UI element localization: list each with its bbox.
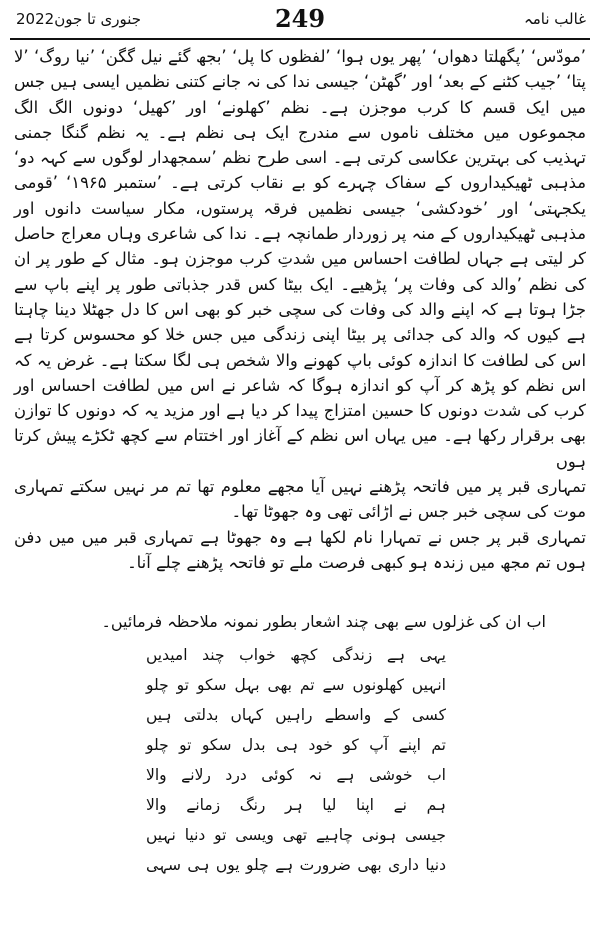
- page-header: [10, 4, 590, 40]
- ghazal-verses: [146, 640, 446, 880]
- paragraph: ’مودّس‘ ’پگھلتا دھواں‘ ’پھر یوں ہوا‘ ’لفظوں کا پل‘ ’بجھ گئے نیل گگن‘ ’نیا روگ‘ ’لا پتا‘ ’جیب کٹنے کے بعد‘ اور ’گھٹن‘ جیسی ندا کی نہ جانے کتنی نظمیں ایسی ہیں جس میں ایک قسم کا کرب موجزن ہے۔ نظم ’کھلونے‘ اور ’کھیل‘ دونوں الگ الگ مجموعوں میں مختلف ناموں سے مندرج ایک ہی نظم ہے۔ یہ نظم گنگا جمنی تہذیب کی بہترین عکاسی کرتی ہے۔ اسی طرح نظم ’سمجھدار لوگوں سے کہہ دو‘ مذہبی ٹھیکیداروں کے سفاک چہرے کو بے نقاب کرتی ہے۔ ’ستمبر ۱۹۶۵‘ ’قومی یکجہتی‘ اور ’خودکشی‘ جیسی نظمیں فرقہ پرستوں، مکار سیاست دانوں اور مذہبی ٹھیکیداروں کے منہ پر زوردار طمانچہ ہے۔ ندا کی شاعری وہاں معراج حاصل کر لیتی ہے جہاں لطافت احساس میں شدتِ کرب موجزن ہو۔ مثال کے طور پر ان کی نظم ’والد کی وفات پر‘ پڑھیے۔ ایک بیٹا کس قدر جذباتی طور پر اپنے باپ سے جڑا ہوتا ہے کہ اپنے والد کی وفات کی سچی خبر کو بھی اس کا دل جھٹلا دینا چاہتا ہے کیوں کہ والد کی جدائی پر بیٹا اپنی زندگی میں جس خلا کو محسوس کرتا ہے اس کی لطافت کا اندازہ کوئی باپ کھونے والا شخص ہی لگا سکتا ہے۔ غرض یہ کہ اس نظم کو پڑھ کر آپ کو اندازہ ہوگا کہ شاعر نے اس میں لطافت احساس اور کرب کی شدت دونوں کا حسین امتزاج پیدا کر دیا ہے اور مزید یہ کہ دونوں کا توازن بھی برقرار رکھا ہے۔ میں یہاں اس نظم کے آغاز اور اختتام سے کچھ ٹکڑے پیش کرتا ہوں: [14, 47, 587, 471]
- verse-line: ہم نے اپنا لیا ہر رنگ زمانے والا: [146, 796, 446, 814]
- nazm-excerpt-2: تمہاری قبر پر جس نے تمہارا نام لکھا ہے وہ جھوٹا ہے تمہاری قبر میں میں دفن ہوں تم مجھ میں زندہ ہو کبھی فرصت ملے تو فاتحہ پڑھنے چلے آنا۔: [14, 527, 586, 572]
- issue-date: جنوری تا جون2022: [16, 10, 142, 28]
- article-body: [14, 44, 586, 575]
- verse-line: دنیا داری بھی ضرورت ہے چلو یوں ہی سہی: [146, 856, 446, 874]
- verse-line: یہی ہے زندگی کچھ خواب چند امیدیں: [146, 646, 446, 664]
- verse-line: انہیں کھلونوں سے تم بھی بہل سکو تو چلو: [146, 676, 446, 694]
- verse-line: تم اپنے آپ کو خود ہی بدل سکو تو چلو: [146, 736, 446, 754]
- journal-name: غالب نامہ: [523, 10, 586, 28]
- nazm-excerpt-1: تمہاری قبر پر میں فاتحہ پڑھنے نہیں آیا مجھے معلوم تھا تم مر نہیں سکتے تمہاری موت کی سچی خبر جس نے اڑائی تھی وہ جھوٹا تھا۔: [14, 477, 586, 522]
- poem-intro: اب ان کی غزلوں سے بھی چند اشعار بطور نمونہ ملاحظہ فرمائیں۔: [101, 612, 546, 631]
- verse-line: اب خوشی ہے نہ کوئی درد رلانے والا: [146, 766, 446, 784]
- verse-line: جیسی ہونی چاہیے تھی ویسی تو دنیا نہیں: [146, 826, 446, 844]
- page-number: 249: [274, 4, 326, 33]
- verse-line: کسی کے واسطے راہیں کہاں بدلتی ہیں: [146, 706, 446, 724]
